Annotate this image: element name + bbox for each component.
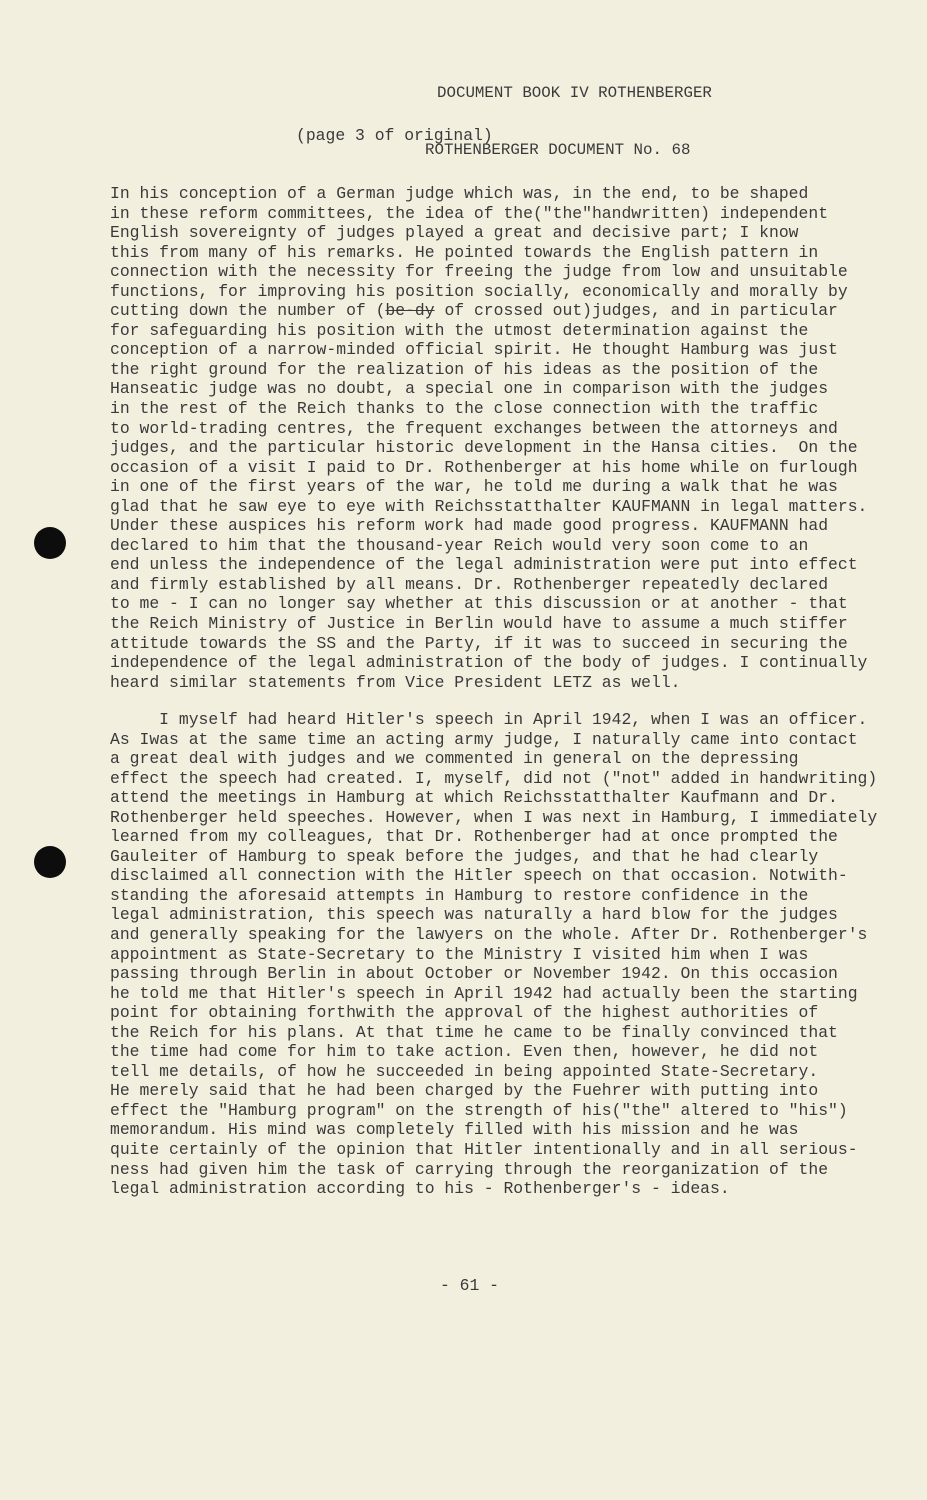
text-line: to world-trading centres, the frequent exchanges between the attorneys and [110,418,838,438]
text-line: end unless the independence of the legal administration were put into effect [110,555,858,575]
text-line: standing the aforesaid attempts in Hamburg to restore confidence in the [110,885,809,905]
text-line: Under these auspices his reform work had made good progress. KAUFMANN had [110,516,829,536]
text-line: this from many of his remarks. He pointed towards the English pattern in [110,242,819,262]
text-line: judges, and the particular historic development in the Hansa cities. On the [110,438,858,458]
text-line: the Reich Ministry of Justice in Berlin would have to assume a much stiffer [110,614,848,634]
text-line: a great deal with judges and we commented in general on the depressing [110,749,799,769]
header-line-1: DOCUMENT BOOK IV ROTHENBERGER [437,84,712,102]
text-line: and firmly established by all means. Dr. Rothenberger repeatedly declared [110,574,829,594]
text-line: the time had come for him to take action. Even then, however, he did not [110,1042,819,1062]
text-line: the right ground for the realization of his ideas as the position of the [110,359,819,379]
text-line: As Iwas at the same time an acting army judge, I naturally came into contact [110,729,858,749]
paragraph-1 [110,184,867,692]
text-line: heard similar statements from Vice President LETZ as well. [110,672,681,692]
text-line [110,301,867,321]
struck-text: be-dy [385,301,435,321]
text-segment: of crossed out)judges, and in particular [434,301,838,321]
text-line: legal administration according to his - Rothenberger's - ideas. [110,1179,730,1199]
text-line: functions, for improving his position socially, economically and morally by [110,281,848,301]
text-line: legal administration, this speech was naturally a hard blow for the judges [110,905,838,925]
text-line: occasion of a visit I paid to Dr. Rothenberger at his home while on furlough [110,457,858,477]
text-line: he told me that Hitler's speech in April 1942 had actually been the starting [110,983,858,1003]
text-line: ness had given him the task of carrying through the reorganization of the [110,1159,829,1179]
text-line: disclaimed all connection with the Hitler speech on that occasion. Notwith- [110,866,848,886]
page-number: - 61 - [440,1276,500,1295]
text-line: Gauleiter of Hamburg to speak before the judges, and that he had clearly [110,846,819,866]
text-line: learned from my colleagues, that Dr. Rothenberger had at once prompted the [110,827,838,847]
text-line: the Reich for his plans. At that time he came to be finally convinced that [110,1022,838,1042]
text-line: effect the speech had created. I, myself, did not ("not" added in handwriting) [110,768,878,788]
text-line: glad that he saw eye to eye with Reichsstatthalter KAUFMANN in legal matters. [110,496,868,516]
text-line: In his conception of a German judge which was, in the end, to be shaped [110,184,809,203]
text-line: memorandum. His mind was completely filled with his mission and he was [110,1120,799,1140]
page-subheading: (page 3 of original) [296,126,493,145]
text-segment: cutting down the number of ( [110,301,386,321]
header-line-2: ROTHENBERGER DOCUMENT No. 68 [425,141,691,159]
text-line: connection with the necessity for freeing the judge from low and unsuitable [110,262,848,282]
punch-hole [34,846,66,878]
text-line: in these reform committees, the idea of the("the"handwritten) independent [110,203,829,223]
text-line: effect the "Hamburg program" on the strength of his("the" altered to "his") [110,1100,848,1120]
text-line: He merely said that he had been charged by the Fuehrer with putting into [110,1081,819,1101]
text-line: declared to him that the thousand-year Reich would very soon come to an [110,535,809,555]
text-line: and generally speaking for the lawyers on the whole. After Dr. Rothenberger's [110,925,868,945]
text-line: appointment as State-Secretary to the Ministry I visited him when I was [110,944,809,964]
text-line: to me - I can no longer say whether at this discussion or at another - that [110,594,848,614]
text-line: in the rest of the Reich thanks to the close connection with the traffic [110,399,819,419]
document-header [425,46,712,179]
text-line: attend the meetings in Hamburg at which Reichsstatthalter Kaufmann and Dr. [110,788,838,808]
paragraph-2 [110,710,877,1199]
text-line: for safeguarding his position with the utmost determination against the [110,320,809,340]
text-line: point for obtaining forthwith the approval of the highest authorities of [110,1003,819,1023]
text-line: attitude towards the SS and the Party, if it was to succeed in securing the [110,633,848,653]
text-line: English sovereignty of judges played a great and decisive part; I know [110,223,799,243]
punch-hole [34,527,66,559]
text-line: I myself had heard Hitler's speech in April 1942, when I was an officer. [110,710,868,729]
text-line: conception of a narrow-minded official spirit. He thought Hamburg was just [110,340,838,360]
text-line: Rothenberger held speeches. However, when I was next in Hamburg, I immediately [110,807,878,827]
text-line: tell me details, of how he succeeded in being appointed State-Secretary. [110,1061,819,1081]
text-line: quite certainly of the opinion that Hitler intentionally and in all serious- [110,1140,858,1160]
text-line: in one of the first years of the war, he told me during a walk that he was [110,477,838,497]
text-line: Hanseatic judge was no doubt, a special one in comparison with the judges [110,379,829,399]
text-line: passing through Berlin in about October or November 1942. On this occasion [110,964,838,984]
text-line: independence of the legal administration of the body of judges. I continually [110,653,868,673]
